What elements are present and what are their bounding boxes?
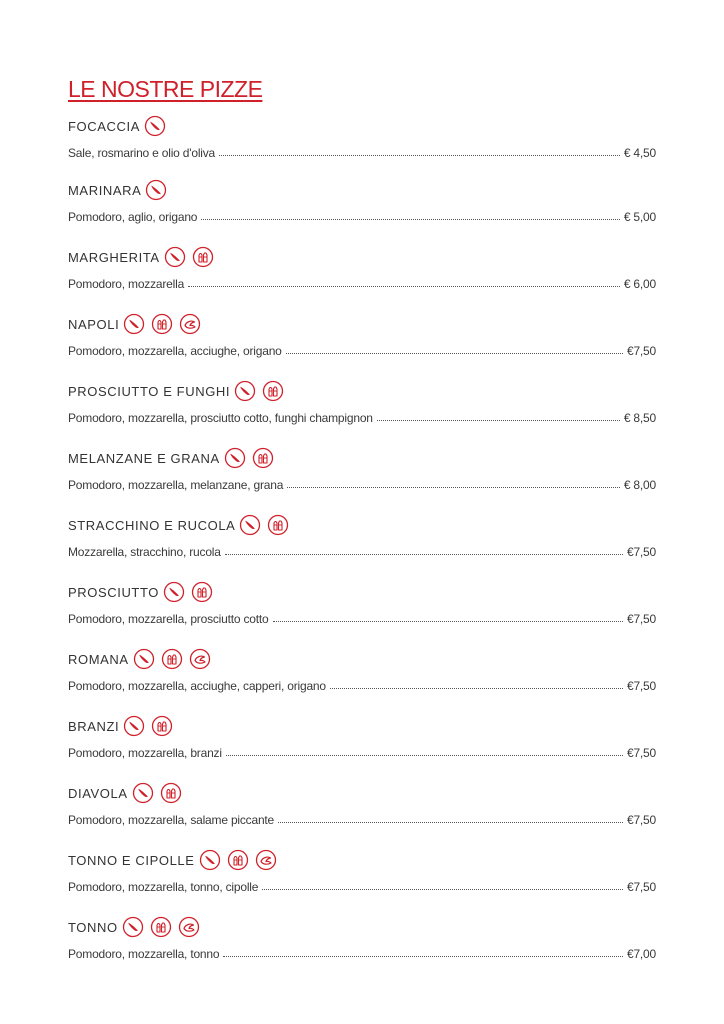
allergen-icons [122,916,200,938]
menu-item-detail [68,140,656,160]
dotted-leader [278,821,623,823]
menu-item [68,172,656,239]
dotted-leader [219,154,620,156]
allergen-icons [133,648,211,670]
pizza-price: € 4,50 [623,146,656,160]
pizza-description: Pomodoro, aglio, origano [68,210,198,224]
pepper-icon [164,246,186,268]
milk-icon [252,447,274,469]
dotted-leader [287,486,620,488]
allergen-icons [234,380,284,402]
pizza-name: MELANZANE E GRANA [68,450,220,466]
pizza-name: DIAVOLA [68,785,128,801]
pizza-description: Pomodoro, mozzarella, melanzane, grana [68,478,284,492]
pizza-price: €7,50 [626,545,656,559]
pepper-icon [163,581,185,603]
allergen-icons [164,246,214,268]
menu-item [68,909,656,976]
pizza-price: €7,50 [626,344,656,358]
dotted-leader [273,620,623,622]
pizza-price: € 8,50 [623,411,656,425]
pizza-description: Pomodoro, mozzarella, acciughe, origano [68,344,282,358]
menu-item-header [68,909,656,941]
allergen-icons [145,179,167,201]
pepper-icon [199,849,221,871]
menu-item [68,574,656,641]
pizza-name: PROSCIUTTO E FUNGHI [68,383,231,399]
menu-item-detail [68,271,656,291]
pepper-icon [132,782,154,804]
allergen-icons [144,115,166,137]
pepper-icon [133,648,155,670]
pepper-icon [234,380,256,402]
milk-icon [192,246,214,268]
menu-item [68,507,656,574]
pizza-price: € 5,00 [623,210,656,224]
allergen-icons [123,715,173,737]
pizza-name: NAPOLI [68,316,120,332]
menu-item-header [68,306,656,338]
pizza-price: €7,00 [626,947,656,961]
menu-item-detail [68,807,656,827]
fish-icon [255,849,277,871]
milk-icon [191,581,213,603]
pepper-icon [224,447,246,469]
menu-item-header [68,775,656,807]
menu-item-detail [68,673,656,693]
pizza-description: Pomodoro, mozzarella, tonno, cipolle [68,880,259,894]
milk-icon [161,648,183,670]
pizza-name: MARGHERITA [68,249,160,265]
pizza-price: €7,50 [626,612,656,626]
menu-item-header [68,172,656,204]
milk-icon [227,849,249,871]
pizza-name: FOCACCIA [68,118,140,134]
allergen-icons [123,313,201,335]
pepper-icon [122,916,144,938]
dotted-leader [201,218,620,220]
pizza-description: Mozzarella, stracchino, rucola [68,545,221,559]
menu-item [68,306,656,373]
milk-icon [262,380,284,402]
menu-item-detail [68,740,656,760]
menu-item-header [68,708,656,740]
pizza-list [68,108,656,976]
pepper-icon [239,514,261,536]
pepper-icon [123,313,145,335]
menu-item-header [68,373,656,405]
fish-icon [178,916,200,938]
pizza-price: € 6,00 [623,277,656,291]
pizza-price: €7,50 [626,679,656,693]
menu-item-detail [68,606,656,626]
menu-item [68,239,656,306]
milk-icon [267,514,289,536]
pizza-name: MARINARA [68,182,142,198]
pizza-description: Pomodoro, mozzarella, tonno [68,947,220,961]
dotted-leader [223,955,623,957]
menu-item-detail [68,874,656,894]
menu-item-header [68,574,656,606]
pizza-description: Pomodoro, mozzarella, prosciutto cotto [68,612,269,626]
milk-icon [150,916,172,938]
menu-item [68,708,656,775]
allergen-icons [224,447,274,469]
menu-page [68,70,656,976]
menu-item-header [68,440,656,472]
pizza-description: Sale, rosmarino e olio d'oliva [68,146,216,160]
pizza-name: BRANZI [68,718,120,734]
dotted-leader [226,754,623,756]
menu-item [68,775,656,842]
allergen-icons [239,514,289,536]
allergen-icons [199,849,277,871]
dotted-leader [286,352,623,354]
menu-item-header [68,108,656,140]
menu-item-detail [68,941,656,961]
menu-item [68,641,656,708]
menu-item-detail [68,405,656,425]
menu-item [68,108,656,172]
pizza-name: ROMANA [68,651,129,667]
pizza-description: Pomodoro, mozzarella, branzi [68,746,222,760]
milk-icon [151,715,173,737]
dotted-leader [188,285,620,287]
pizza-price: €7,50 [626,813,656,827]
allergen-icons [132,782,182,804]
dotted-leader [262,888,623,890]
pizza-name: STRACCHINO E RUCOLA [68,517,236,533]
page-title: LE NOSTRE PIZZE [68,76,263,102]
menu-item-header [68,641,656,673]
allergen-icons [163,581,213,603]
dotted-leader [330,687,623,689]
pepper-icon [145,179,167,201]
menu-item-header [68,507,656,539]
milk-icon [151,313,173,335]
menu-item-detail [68,472,656,492]
pepper-icon [123,715,145,737]
menu-item-detail [68,338,656,358]
dotted-leader [225,553,623,555]
dotted-leader [377,419,620,421]
pizza-description: Pomodoro, mozzarella, prosciutto cotto, funghi champignon [68,411,373,425]
menu-item-detail [68,539,656,559]
pizza-price: €7,50 [626,746,656,760]
pizza-description: Pomodoro, mozzarella, salame piccante [68,813,275,827]
menu-item-header [68,842,656,874]
pizza-price: € 8,00 [623,478,656,492]
milk-icon [160,782,182,804]
pizza-name: TONNO [68,919,118,935]
menu-item [68,842,656,909]
pizza-price: €7,50 [626,880,656,894]
pizza-name: TONNO E CIPOLLE [68,852,195,868]
pizza-description: Pomodoro, mozzarella, acciughe, capperi, origano [68,679,326,693]
menu-item-detail [68,204,656,224]
pepper-icon [144,115,166,137]
menu-item [68,440,656,507]
pizza-name: PROSCIUTTO [68,584,159,600]
pizza-description: Pomodoro, mozzarella [68,277,185,291]
menu-item [68,373,656,440]
fish-icon [189,648,211,670]
menu-item-header [68,239,656,271]
fish-icon [179,313,201,335]
